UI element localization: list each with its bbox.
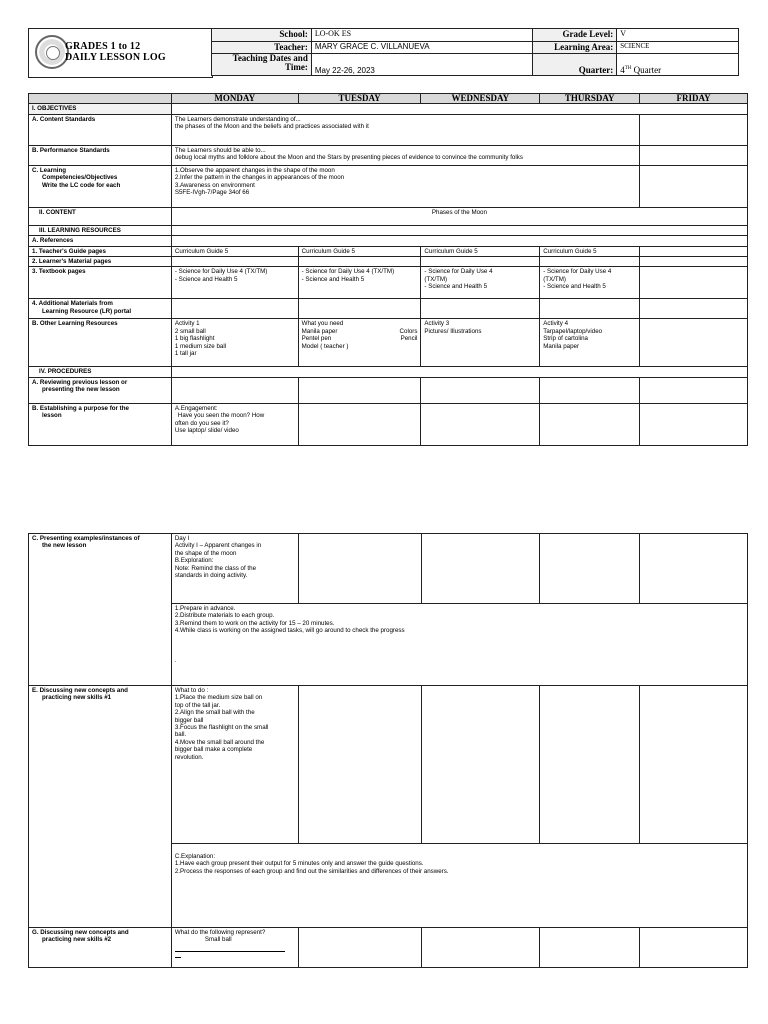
resources-blank	[171, 225, 747, 235]
olr-tuesday-2b: Colors	[399, 327, 418, 335]
dates-value: May 22-26, 2023	[311, 54, 533, 76]
purpose-monday-2: Have you seen the moon? How	[177, 412, 265, 420]
discussing-1-monday-7: ball.	[174, 731, 187, 739]
presenting-step-5: .	[174, 656, 177, 664]
discussing-1-label	[29, 686, 172, 928]
discussing-1-label-1: E. Discussing new concepts and	[32, 687, 128, 694]
brand-line-2: DAILY LESSON LOG	[65, 52, 166, 63]
presenting-step-3: 3.Remind them to work on the activity for 15 – 20 minutes.	[174, 619, 335, 627]
explanation-2: 1.Have each group present their output for 5 minutes only and answer the guide questions.	[174, 860, 424, 868]
area-label: Learning Area:	[533, 41, 617, 54]
content-standards-label: A. Content Standards	[29, 114, 172, 145]
deped-seal-icon	[35, 35, 69, 69]
olr-tuesday-3a: Pentel pen	[301, 335, 332, 343]
teacher-label: Teacher:	[212, 41, 312, 54]
olr-tuesday-3	[302, 335, 418, 342]
presenting-monday-3: the shape of the moon	[174, 549, 237, 557]
discussing-1-monday-8: 4.Move the small ball around the	[174, 738, 265, 746]
discussing-2-label	[29, 928, 172, 968]
tb-friday	[640, 267, 748, 299]
discussing-2-label-1: G. Discussing new concepts and	[32, 929, 129, 936]
discussing-2-thursday	[540, 928, 640, 968]
discussing-1-monday-4: 2.Align the small ball with the	[174, 709, 255, 717]
presenting-label	[29, 534, 172, 686]
rev-monday	[171, 377, 298, 403]
presenting-thursday	[540, 534, 640, 604]
discussing-1-friday	[640, 686, 748, 844]
quarter-word: Quarter	[631, 65, 662, 75]
dll-header	[28, 28, 739, 78]
content-standards-line-1: The Learners demonstrate understanding of...	[174, 115, 301, 123]
explanation-3: 2.Process the responses of each group and find out the similarities and differences of their answers.	[174, 867, 449, 875]
dates-label-2: Time:	[284, 62, 308, 73]
content-label: II. CONTENT	[29, 207, 172, 225]
quarter-label: Quarter:	[533, 54, 617, 76]
school-label: School:	[212, 29, 312, 42]
day-monday: MONDAY	[171, 94, 298, 104]
content-standards-text	[171, 114, 639, 145]
presenting-monday	[171, 534, 298, 604]
content-standards-row	[29, 114, 748, 145]
explanation-1: C.Explanation:	[174, 853, 216, 860]
lesson-log-table-top	[28, 93, 748, 446]
discussing-1-monday-10: revolution.	[174, 753, 204, 761]
olr-tuesday-1: What you need	[301, 320, 344, 328]
content-standards-friday	[640, 114, 748, 145]
presenting-monday-6: standards in doing activity.	[174, 572, 248, 580]
references-blank	[171, 236, 747, 246]
competency-1: 1.Observe the apparent changes in the shape of the moon	[174, 166, 335, 174]
day-friday: FRIDAY	[640, 94, 748, 104]
quarter-num: 4	[620, 65, 625, 75]
performance-standards-text	[171, 145, 639, 165]
olr-thursday-1: Activity 4	[543, 320, 569, 328]
presenting-label-1: C. Presenting examples/instances of	[32, 535, 140, 542]
olr-tuesday-4: Model ( teacher )	[301, 342, 349, 350]
grade-value: V	[617, 29, 739, 42]
day-tuesday: TUESDAY	[298, 94, 421, 104]
discussing-1-monday-3: top of the tall jar.	[174, 701, 221, 709]
days-header-row	[29, 94, 748, 104]
school-value: LO-OK ES	[311, 29, 533, 42]
header-meta-table	[211, 28, 739, 76]
rev-thursday	[540, 377, 640, 403]
tb-wednesday-1: - Science for Daily Use 4	[424, 268, 493, 276]
discussing-1-monday-5: bigger ball	[174, 716, 204, 724]
purpose-thursday	[540, 403, 640, 445]
logo-cell	[28, 28, 213, 78]
references-row	[29, 236, 748, 246]
competencies-row	[29, 165, 748, 207]
reviewing-row	[29, 377, 748, 403]
performance-standards-label: B. Performance Standards	[29, 145, 172, 165]
other-resources-label: B. Other Learning Resources	[29, 319, 172, 367]
presenting-monday-1: Day I	[174, 535, 190, 542]
dates-label-1: Teaching Dates and	[232, 53, 308, 64]
quarter-value	[617, 54, 739, 76]
purpose-label-2: lesson	[42, 412, 62, 420]
lm-thursday	[540, 257, 640, 267]
reviewing-label-1: A. Reviewing previous lesson or	[32, 378, 128, 386]
olr-wednesday-1: Activity 3	[424, 320, 450, 328]
content-value: Phases of the Moon	[171, 207, 747, 225]
tb-tuesday-2: - Science and Health 5	[301, 275, 365, 283]
tb-monday	[171, 267, 298, 299]
olr-monday	[171, 319, 298, 367]
teachers-guide-row	[29, 246, 748, 256]
competencies-label-3: Write the LC code for each	[42, 181, 121, 189]
olr-monday-5: 1 tall jar	[174, 350, 197, 358]
olr-monday-4: 1 medium size ball	[174, 342, 227, 350]
olr-wednesday-2: Pictures/ Illustrations	[424, 327, 482, 335]
olr-tuesday-2	[302, 328, 418, 335]
reviewing-label-2: presenting the new lesson	[42, 386, 120, 394]
quarter-sup: TH	[624, 66, 632, 71]
objectives-blank	[171, 104, 747, 114]
discussing-2-row	[29, 928, 748, 968]
presenting-steps	[171, 604, 747, 686]
olr-wednesday	[421, 319, 540, 367]
content-row	[29, 207, 748, 225]
presenting-monday-4: B.Exploration:	[174, 557, 214, 565]
performance-standards-row	[29, 145, 748, 165]
presenting-monday-5: Note: Remind the class of the	[174, 564, 257, 572]
content-standards-line-2: the phases of the Moon and the beliefs and practices associated with it	[174, 123, 369, 131]
discussing-2-wednesday	[421, 928, 540, 968]
additional-materials-row	[29, 299, 748, 319]
objectives-row	[29, 104, 748, 114]
rev-friday	[640, 377, 748, 403]
am-thursday	[540, 299, 640, 319]
procedures-title: IV. PROCEDURES	[29, 367, 172, 377]
discussing-1-monday-6: 3.Focus the flashlight on the small	[174, 724, 269, 732]
discussing-1-monday-9: bigger ball make a complete	[174, 746, 253, 754]
objectives-title: I. OBJECTIVES	[29, 104, 172, 114]
presenting-step-1: 1.Prepare in advance.	[174, 605, 236, 612]
answer-blank-line	[175, 944, 285, 952]
competencies-label-2: Competencies/Objectives	[42, 174, 118, 182]
tg-tuesday: Curriculum Guide 5	[298, 246, 421, 256]
competency-2: 2.Infer the pattern in the changes in appearances of the moon	[174, 174, 345, 182]
olr-thursday-3: Strip of cartolina	[543, 335, 588, 343]
procedures-blank	[171, 367, 747, 377]
competency-3: 3.Awareness on environment	[174, 181, 255, 189]
purpose-tuesday	[298, 403, 421, 445]
presenting-tuesday	[298, 534, 421, 604]
competency-code: S5FE-IVgh-7/Page 34of 66	[174, 189, 250, 197]
tb-wednesday-2: (TX/TM)	[424, 275, 448, 283]
discussing-1-row	[29, 686, 748, 844]
discussing-1-monday-1: What to do :	[174, 687, 209, 694]
brand-line-1: GRADES 1 to 12	[65, 41, 141, 52]
presenting-wednesday	[421, 534, 540, 604]
lm-monday	[171, 257, 298, 267]
am-wednesday	[421, 299, 540, 319]
resources-row	[29, 225, 748, 235]
learners-material-label: 2. Learner's Material pages	[29, 257, 172, 267]
references-label: A. References	[29, 236, 172, 246]
tb-tuesday	[298, 267, 421, 299]
tb-thursday-3: - Science and Health 5	[543, 283, 606, 291]
purpose-row	[29, 403, 748, 445]
discussing-1-thursday	[540, 686, 640, 844]
performance-standards-line-2: debug local myths and folklore about the Moon and the Stars by presenting pieces of evidence to convince the community folks	[174, 154, 523, 162]
discussing-2-monday-1: What do the following represent?	[174, 929, 266, 936]
competencies-label-1: C. Learning	[32, 166, 67, 174]
olr-thursday-2: Tarpapel/laptop/video	[543, 327, 603, 335]
tb-wednesday	[421, 267, 540, 299]
purpose-monday	[171, 403, 298, 445]
answer-blank-line-2	[175, 952, 181, 958]
teachers-guide-label: 1. Teacher's Guide pages	[29, 246, 172, 256]
discussing-1-tuesday	[298, 686, 421, 844]
reviewing-label	[29, 377, 172, 403]
tb-monday-2: - Science and Health 5	[174, 275, 238, 283]
area-value: SCIENCE	[617, 41, 739, 54]
purpose-monday-4: Use laptop/ slide/ video	[174, 427, 239, 435]
purpose-wednesday	[421, 403, 540, 445]
purpose-label-1: B. Establishing a purpose for the	[32, 404, 129, 412]
explanation-cell	[171, 844, 747, 928]
performance-standards-friday	[640, 145, 748, 165]
olr-thursday	[540, 319, 640, 367]
resources-title: III. LEARNING RESOURCES	[29, 225, 172, 235]
am-friday	[640, 299, 748, 319]
presenting-step-2: 2.Distribute materials to each group.	[174, 612, 275, 620]
day-thursday: THURSDAY	[540, 94, 640, 104]
grade-label: Grade Level:	[533, 29, 617, 42]
discussing-1-label-2: practicing new skills #1	[42, 694, 112, 702]
presenting-step-4: 4.While class is working on the assigned tasks, will go around to check the progress	[174, 627, 405, 635]
am-monday	[171, 299, 298, 319]
purpose-label	[29, 403, 172, 445]
purpose-monday-3: often do you see it?	[174, 419, 229, 427]
presenting-friday	[640, 534, 748, 604]
olr-thursday-4: Manila paper	[543, 342, 580, 350]
textbook-row	[29, 267, 748, 299]
lesson-log-table-bottom	[28, 533, 748, 968]
purpose-friday	[640, 403, 748, 445]
additional-materials-label-1: 4. Additional Materials from	[32, 300, 113, 308]
olr-monday-3: 1 big flashlight	[174, 335, 215, 343]
tg-thursday: Curriculum Guide 5	[540, 246, 640, 256]
olr-tuesday	[298, 319, 421, 367]
competencies-label	[29, 165, 172, 207]
discussing-1-monday-2: 1.Place the medium size ball on	[174, 694, 263, 702]
tb-thursday-1: - Science for Daily Use 4	[543, 268, 612, 276]
discussing-2-monday	[171, 928, 298, 968]
lm-wednesday	[421, 257, 540, 267]
days-header-blank	[29, 94, 172, 104]
performance-standards-line-1: The Learners should be able to...	[174, 146, 266, 154]
tg-wednesday: Curriculum Guide 5	[421, 246, 540, 256]
dll-brand	[65, 41, 166, 63]
learners-material-row	[29, 257, 748, 267]
purpose-monday-1: A.Engagement:	[174, 404, 218, 412]
olr-monday-1: Activity 1	[174, 320, 200, 328]
competencies-text	[171, 165, 639, 207]
olr-tuesday-3b: Pencil	[400, 335, 418, 343]
tg-monday: Curriculum Guide 5	[171, 246, 298, 256]
presenting-label-2: the new lesson	[42, 542, 87, 550]
rev-tuesday	[298, 377, 421, 403]
textbook-label: 3. Textbook pages	[29, 267, 172, 299]
tb-tuesday-1: - Science for Daily Use 4 (TX/TM)	[301, 268, 395, 276]
tg-friday	[640, 246, 748, 256]
discussing-1-monday	[171, 686, 298, 844]
presenting-monday-2: Activity I – Apparent changes in	[174, 542, 262, 550]
discussing-1-wednesday	[421, 686, 540, 844]
tb-thursday	[540, 267, 640, 299]
olr-friday	[640, 319, 748, 367]
rev-wednesday	[421, 377, 540, 403]
lm-friday	[640, 257, 748, 267]
additional-materials-label	[29, 299, 172, 319]
additional-materials-label-2: Learning Resource (LR) portal	[42, 307, 132, 315]
lm-tuesday	[298, 257, 421, 267]
competencies-friday	[640, 165, 748, 207]
olr-tuesday-2a: Manila paper	[301, 327, 338, 335]
discussing-2-friday	[640, 928, 748, 968]
tb-wednesday-3: - Science and Health 5	[424, 283, 488, 291]
discussing-2-monday-2: Small ball	[204, 936, 232, 944]
olr-monday-2: 2 small ball	[174, 327, 206, 335]
discussing-2-tuesday	[298, 928, 421, 968]
tb-thursday-2: (TX/TM)	[543, 275, 566, 283]
am-tuesday	[298, 299, 421, 319]
other-resources-row	[29, 319, 748, 367]
discussing-2-label-2: practicing new skills #2	[42, 936, 112, 944]
teacher-value: MARY GRACE C. VILLANUEVA	[311, 41, 533, 54]
dates-label	[212, 54, 312, 76]
procedures-row	[29, 367, 748, 377]
presenting-row	[29, 534, 748, 604]
day-wednesday: WEDNESDAY	[421, 94, 540, 104]
tb-monday-1: - Science for Daily Use 4 (TX/TM)	[174, 268, 268, 276]
